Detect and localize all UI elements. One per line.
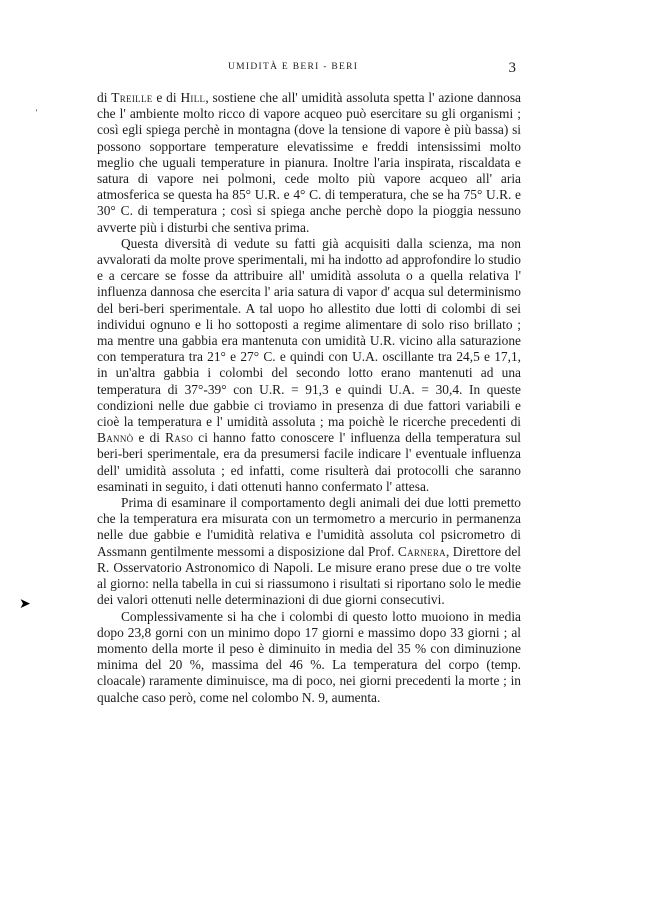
text-run: Prima di esaminare il comportamento degli animali dei due lotti premetto che la temperatura era misurata con un termometro a mercurio in permanenza nelle due gabbie e l'umidità relativa e l'umidità assoluta col psicrometro di Assmann gentilmente messomi a disposizione dal Prof. <box>97 495 521 559</box>
margin-pointer-icon: ➤ <box>19 597 31 612</box>
author-name: Carnera <box>397 543 446 559</box>
text-run: ci hanno fatto conoscere l' influenza della temperatura sul beri-beri sperimentale, era da presumersi facile indicare l' eventuale influenza dell' umidità assoluta ; ed infatti, come risulterà dai protocolli che saranno esaminati in seguito, i dati ottenuti hanno confermato l' attesa. <box>97 430 521 494</box>
text-run: e di <box>133 430 166 446</box>
paragraph <box>97 236 521 495</box>
paragraph <box>97 495 521 608</box>
author-name: Hill <box>180 90 206 105</box>
page-number: 3 <box>508 60 516 76</box>
text-run: Complessivamente si ha che i colombi di questo lotto muoiono in media dopo 23,8 gorni con un minimo dopo 17 giorni e massimo dopo 33 giorni ; al momento della morte il peso è diminuito in media del 35 % con diminuzione minima del 20 %, massima del 46 %. La temperatura del corpo (temp. cloacale) raramente diminuisce, ma di poco, nei giorni precedenti la morte ; in qualche caso però, come nel colombo N. 9, aumenta. <box>97 608 521 705</box>
running-title: UMIDITÀ E BERI - BERI <box>228 62 359 72</box>
text-run: e di <box>152 90 181 105</box>
paragraph <box>97 90 521 236</box>
paragraph <box>97 609 521 706</box>
margin-mark: ' <box>36 108 38 117</box>
text-run: , sostiene che all' umidità assoluta spetta l' azione dannosa che l' ambiente molto ricco di vapore acqueo può esercitare su gli organismi ; così egli spiega perchè in montagna (dove la tensione di vapore è più bassa) si possono sopportare temperature elevatissime e freddi intensissimi molto meglio che uguali temperature in pianura. Inoltre l'aria inspirata, riscaldata e satura di vapore nei polmoni, cede molto più vapore acqueo all' aria atmosferica se questa ha 85° U.R. e 4° C. di temperatura, che se ha 75° U.R. e 30° C. di temperatura ; così si spiega anche perchè dopo la pioggia nessuno avverte più i disturbi che sentiva prima. <box>97 90 522 235</box>
text-run: , Direttore del R. Osservatorio Astronomico di Napoli. Le misure erano prese due o tre volte al giorno: nella tabella in cui si riassumono i risultati si riportano solo le medie dei valori ottenuti nelle determinazioni di due giorni consecutivi. <box>97 543 521 608</box>
author-name: Raso <box>165 430 194 446</box>
author-name: Bannò <box>97 430 134 446</box>
author-name: Treille <box>111 90 153 105</box>
page-header <box>0 60 657 80</box>
body-text <box>97 90 521 706</box>
text-run: di <box>97 90 112 105</box>
text-run: Questa diversità di vedute su fatti già acquisiti dalla scienza, ma non avvalorati da molte prove sperimentali, mi ha indotto ad approfondire lo studio e a cercare se fosse da attribuire all' umidità assoluta o a quella relativa l' influenza dannosa che esercita l' aria satura di vapor d' acqua sul determinismo del beri-beri sperimentale. A tal uopo ho allestito due lotti di colombi di sei individui ognuno e li ho sottoposti a regime alimentare di solo riso brillato ; ma mentre una gabbia era mantenuta con umidità U.R. vicino alla saturazione con temperatura tra 21° e 27° C. e quindi con U.A. oscillante tra 24,5 e 17,1, in un'altra gabbia i colombi del secondo lotto erano mantenuti ad una temperatura di 37°-39° con U.R. = 91,3 e quindi U.A. = 30,4. In queste condizioni nelle due gabbie ci troviamo in presenza di due fattori variabili e cioè la temperatura e l' umidità assoluta ; ma poichè le ricerche precedenti di <box>97 235 521 430</box>
